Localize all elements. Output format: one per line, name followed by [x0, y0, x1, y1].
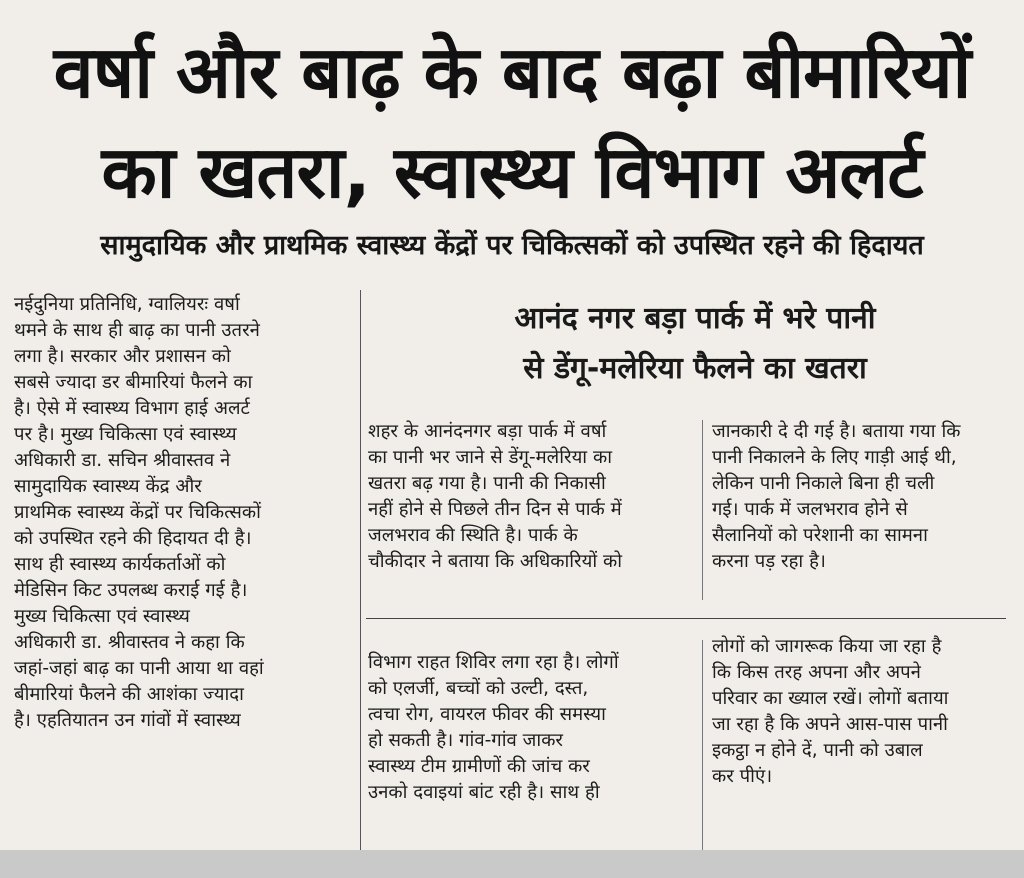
- article-body-middle-column: [368, 650, 698, 806]
- headline-line-1: वर्षा और बाढ़ के बाद बढ़ा बीमारियों: [53, 30, 971, 114]
- box-column-divider: [702, 420, 703, 600]
- body-line: प्राथमिक स्वास्थ्य केंद्रों पर चिकित्सकों: [14, 502, 261, 523]
- body-line: स्वास्थ्य टीम ग्रामीणों की जांच कर: [368, 756, 590, 777]
- body-line: अधिकारी डा. श्रीवास्तव ने कहा कि: [14, 632, 245, 653]
- box-line: जलभराव की स्थिति है। पार्क के: [368, 525, 578, 546]
- body-line: सामुदायिक स्वास्थ्य केंद्र और: [14, 476, 202, 497]
- article-body-left-column: [14, 292, 356, 734]
- body-line: थमने के साथ ही बाढ़ का पानी उतरने: [14, 320, 260, 341]
- body-line: मुख्य चिकित्सा एवं स्वास्थ्य: [14, 606, 190, 627]
- body-line: जा रहा है कि अपने आस-पास पानी: [712, 714, 948, 735]
- box-bottom-rule: [366, 618, 1006, 619]
- box-line: लेकिन पानी निकाले बिना ही चली: [712, 473, 935, 494]
- body-line: कि किस तरह अपना और अपने: [712, 662, 921, 683]
- body-line: साथ ही स्वास्थ्य कार्यकर्ताओं को: [14, 554, 226, 575]
- body-line: लोगों को जागरूक किया जा रहा है: [712, 636, 942, 657]
- box-line: करना पड़ रहा है।: [712, 551, 826, 572]
- article-body-right-column: [712, 634, 1012, 790]
- body-line: को एलर्जी, बच्चों को उल्टी, दस्त,: [368, 678, 589, 699]
- box-headline-line-2: से डेंगू-मलेरिया फैलने का खतरा: [523, 351, 867, 386]
- body-line: पर है। मुख्य चिकित्सा एवं स्वास्थ्य: [14, 424, 237, 445]
- box-line: शहर के आनंदनगर बड़ा पार्क में वर्षा: [368, 421, 607, 442]
- box-headline: [390, 294, 1000, 394]
- body-line: सबसे ज्यादा डर बीमारियां फैलने का: [14, 372, 253, 393]
- headline-line-2: का खतरा, स्वास्थ्य विभाग अलर्ट: [101, 130, 923, 214]
- body-line: इकट्ठा न होने दें, पानी को उबाल: [712, 740, 923, 761]
- body-line: हो सकती है। गांव-गांव जाकर: [368, 730, 563, 751]
- box-line: जानकारी दे दी गई है। बताया गया कि: [712, 421, 961, 442]
- box-line: चौकीदार ने बताया कि अधिकारियों को: [368, 551, 622, 572]
- body-line: है। एहतियातन उन गांवों में स्वास्थ्य: [14, 710, 241, 731]
- box-line: सैलानियों को परेशानी का सामना: [712, 525, 928, 546]
- box-line: नहीं होने से पिछले तीन दिन से पार्क में: [368, 499, 622, 520]
- box-line: का पानी भर जाने से डेंगू-मलेरिया का: [368, 447, 612, 468]
- body-line: को उपस्थित रहने की हिदायत दी है।: [14, 528, 252, 549]
- box-line: खतरा बढ़ गया है। पानी की निकासी: [368, 473, 606, 494]
- box-body-column-1: [368, 419, 698, 575]
- body-line: लगा है। सरकार और प्रशासन को: [14, 346, 231, 367]
- body-line: मेडिसिन किट उपलब्ध कराई गई है।: [14, 580, 248, 601]
- column-divider: [360, 290, 361, 850]
- box-line: गई। पार्क में जलभराव होने से: [712, 499, 908, 520]
- body-line: उनको दवाइयां बांट रही है। साथ ही: [368, 782, 600, 803]
- body-line: त्वचा रोग, वायरल फीवर की समस्या: [368, 704, 606, 725]
- box-headline-line-1: आनंद नगर बड़ा पार्क में भरे पानी: [514, 301, 876, 336]
- body-line: विभाग राहत शिविर लगा रहा है। लोगों: [368, 652, 619, 673]
- box-line: पानी निकालने के लिए गाड़ी आई थी,: [712, 447, 957, 468]
- body-line: कर पीएं।: [712, 766, 773, 787]
- deck-subheadline: सामुदायिक और प्राथमिक स्वास्थ्य केंद्रों पर चिकित्सकों को उपस्थित रहने की हिदायत: [100, 230, 924, 261]
- body-line: बीमारियां फैलने की आशंका ज्यादा: [14, 684, 244, 705]
- body-line: नईदुनिया प्रतिनिधि, ग्वालियरः वर्षा: [14, 294, 240, 315]
- column-divider: [702, 640, 703, 850]
- box-body-column-2: [712, 419, 1012, 575]
- body-line: अधिकारी डा. सचिन श्रीवास्तव ने: [14, 450, 231, 471]
- bottom-margin-bar: [0, 850, 1024, 878]
- body-line: जहां-जहां बाढ़ का पानी आया था वहां: [14, 658, 264, 679]
- body-line: है। ऐसे में स्वास्थ्य विभाग हाई अलर्ट: [14, 398, 250, 419]
- body-line: परिवार का ख्याल रखें। लोगों बताया: [712, 688, 949, 709]
